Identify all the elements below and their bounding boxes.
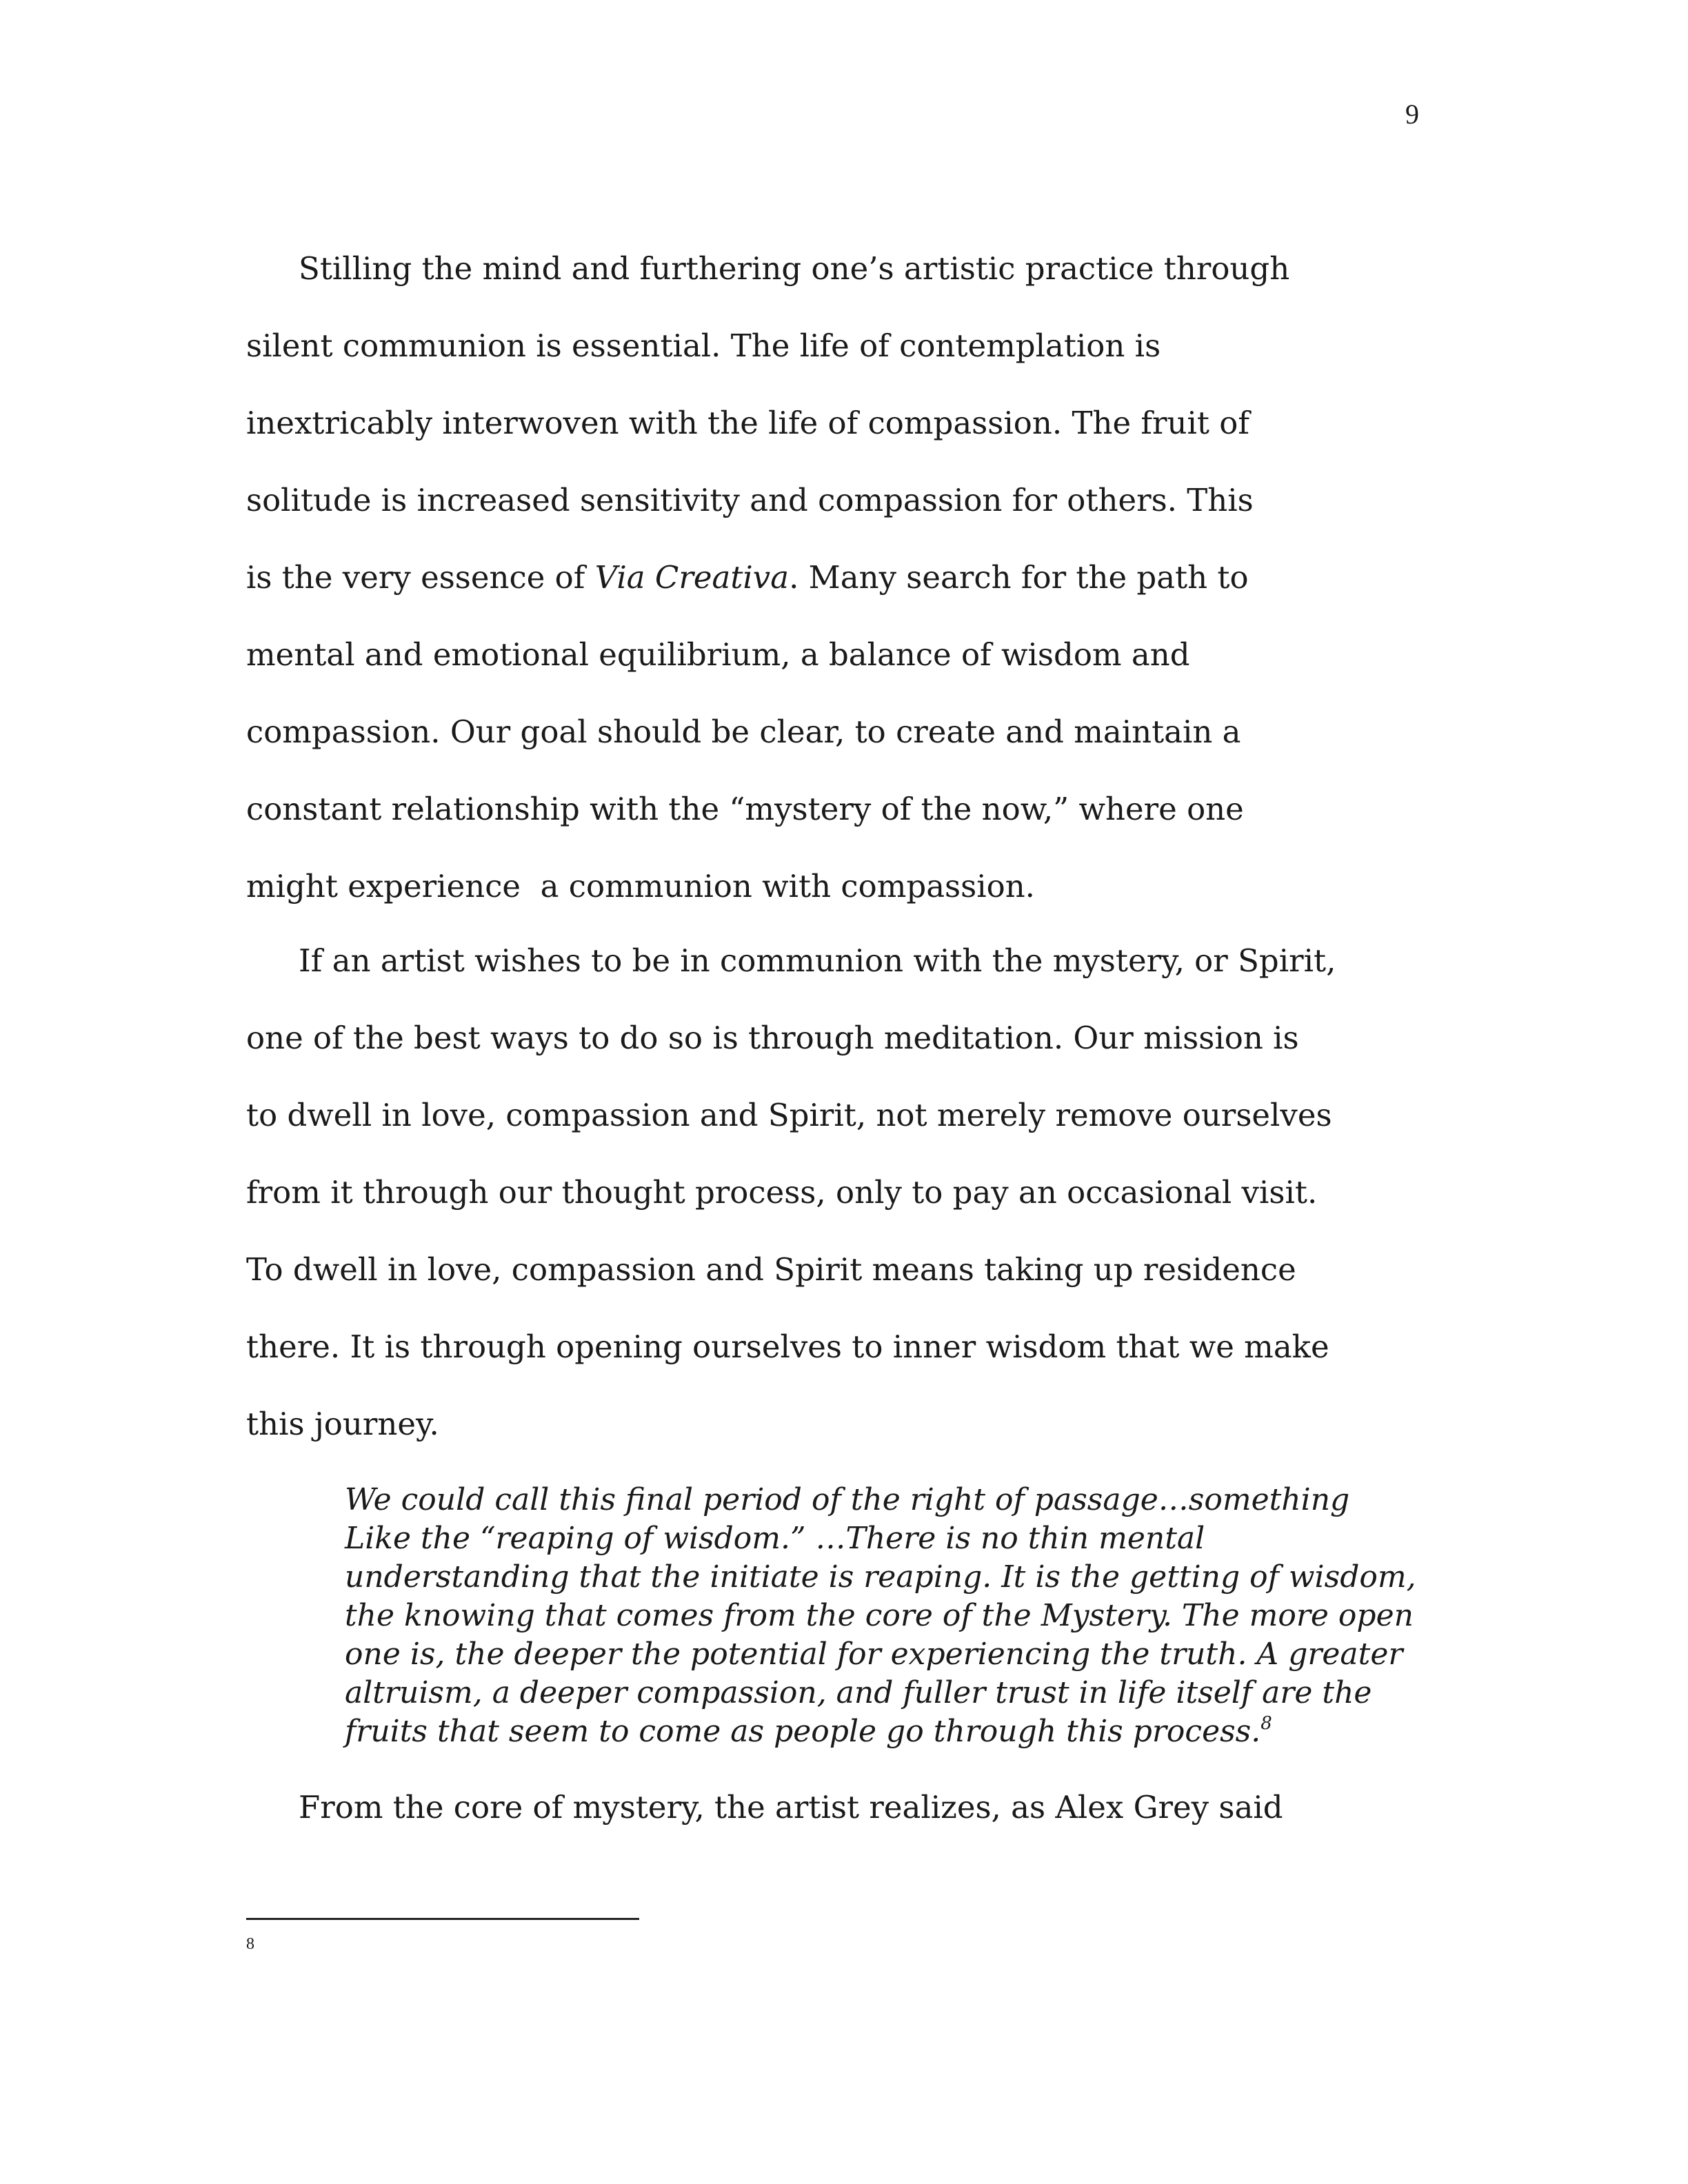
text-segment: . Many search for the path to (789, 559, 1249, 596)
footnote-reference[interactable]: 8 (1260, 1713, 1272, 1734)
quote-line: understanding that the initiate is reaping. It is the getting of wisdom, (345, 1559, 1416, 1595)
quote-line: We could call this final period of the right of passage…something (345, 1482, 1350, 1517)
text-line: To dwell in love, compassion and Spirit means taking up residence (246, 1251, 1296, 1288)
text-segment: is the very essence of (246, 559, 595, 596)
footnote-separator (246, 1918, 639, 1920)
quote-line: the knowing that comes from the core of the Mystery. The more open (345, 1598, 1414, 1633)
paragraph-artist-communion (246, 922, 1411, 1463)
text-line: might experience a communion with compassion. (246, 868, 1035, 904)
text-line: solitude is increased sensitivity and compassion for others. This (246, 482, 1254, 518)
text-line: one of the best ways to do so is through meditation. Our mission is (246, 1020, 1299, 1056)
text-line: this journey. (246, 1406, 439, 1442)
paragraph-stilling-the-mind (246, 230, 1411, 925)
text-line (246, 539, 1411, 616)
text-segment: fruits that seem to come as people go through this process. (345, 1714, 1261, 1749)
text-line: there. It is through opening ourselves to inner wisdom that we make (246, 1328, 1329, 1365)
text-line: constant relationship with the “mystery of the now,” where one (246, 791, 1244, 827)
text-line: to dwell in love, compassion and Spirit, not merely remove ourselves (246, 1097, 1332, 1133)
quote-line (345, 1712, 1434, 1751)
text-line: silent communion is essential. The life of contemplation is (246, 327, 1161, 364)
quote-line: Like the “reaping of wisdom.” …There is no thin mental (345, 1521, 1205, 1556)
text-line: From the core of mystery, the artist realizes, as Alex Grey said (299, 1789, 1283, 1826)
paragraph-core-of-mystery (246, 1769, 1411, 1846)
page-number: 9 (1405, 99, 1419, 130)
text-line: If an artist wishes to be in communion with the mystery, or Spirit, (299, 942, 1336, 979)
italic-title-via-creativa: Via Creativa (594, 559, 790, 596)
quote-line: one is, the deeper the potential for experiencing the truth. A greater (345, 1637, 1403, 1672)
footnote-marker: 8 (246, 1935, 254, 1953)
quote-line: altruism, a deeper compassion, and fuller trust in life itself are the (345, 1675, 1372, 1710)
text-line: inextricably interwoven with the life of compassion. The fruit of (246, 405, 1250, 441)
text-line: from it through our thought process, only to pay an occasional visit. (246, 1174, 1318, 1211)
text-line: compassion. Our goal should be clear, to create and maintain a (246, 714, 1241, 750)
block-quote (345, 1481, 1434, 1751)
text-line: mental and emotional equilibrium, a balance of wisdom and (246, 636, 1190, 673)
text-line: Stilling the mind and furthering one’s artistic practice through (299, 250, 1290, 287)
